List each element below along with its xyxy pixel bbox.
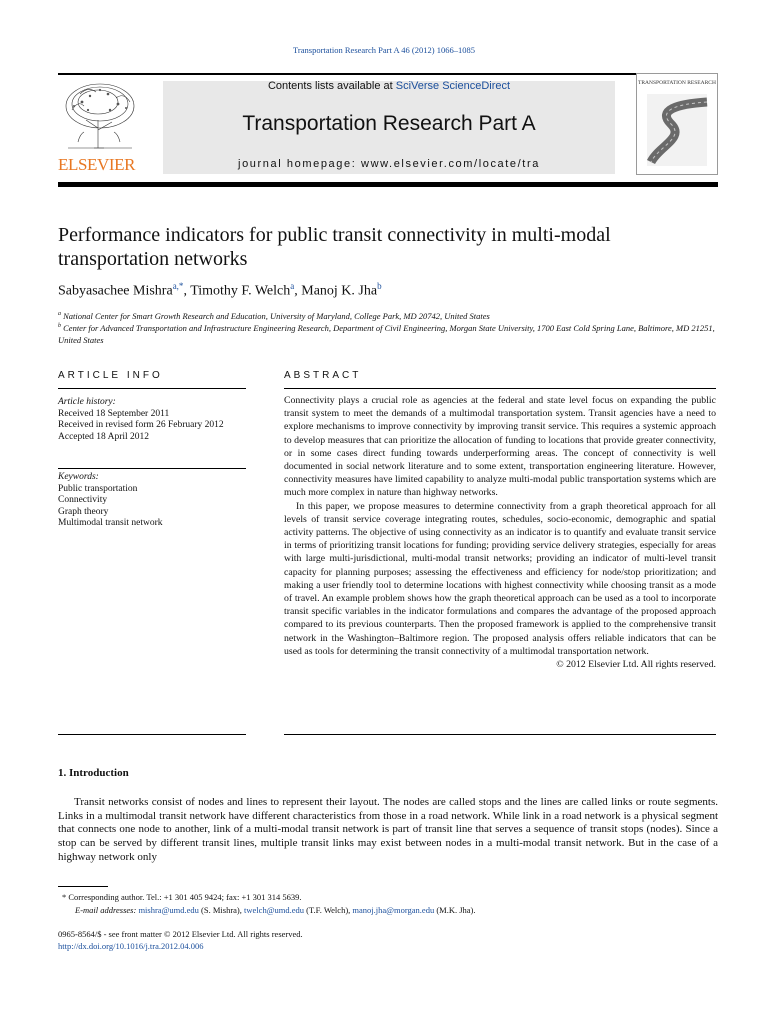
header-rule (58, 73, 718, 75)
contents-prefix: Contents lists available at (267, 80, 396, 92)
divider (284, 734, 716, 735)
email-owner: (M.K. Jha). (434, 905, 476, 915)
history-item: Received in revised form 26 February 2012 (58, 420, 224, 430)
author-name: Manoj K. Jha (301, 283, 378, 299)
contents-line (163, 80, 615, 92)
divider (58, 468, 246, 469)
keyword: Graph theory (58, 506, 109, 517)
keyword: Public transportation (58, 483, 138, 494)
issn-line: 0965-8564/$ - see front matter © 2012 Elsevier Ltd. All rights reserved. (58, 929, 303, 939)
author-list (58, 281, 382, 300)
keywords (58, 472, 246, 530)
email-owner: (T.F. Welch), (304, 905, 353, 915)
cover-title: TRANSPORTATION RESEARCH (638, 80, 716, 86)
intro-body (58, 796, 718, 865)
publisher-wordmark: ELSEVIER (58, 155, 136, 174)
author-separator: , (183, 283, 191, 299)
journal-citation[interactable]: Transportation Research Part A 46 (2012) 1066–1085 (293, 45, 475, 55)
journal-title: Transportation Research Part A (242, 112, 536, 135)
author-name: Timothy F. Welch (190, 283, 291, 299)
history-item: Received 18 September 2011 (58, 408, 170, 419)
email-link[interactable]: twelch@umd.edu (244, 905, 305, 915)
header-thick-rule (58, 182, 718, 187)
abstract-paragraph: In this paper, we propose measures to determine connectivity from a graph theoretical approach for all levels of transit service coverage integrating routes, schedules, socio-economic, demographic and spatial activity patterns. The objective of using connectivity as an indicator is to quantify and evaluate transit service in terms of prioritizing transit locations for funding; providing service delivery strategies, especially for areas with large multi-jurisdictional, multi-modal transit networks; providing an indicator of multi-level transit capacity for planning purposes; assessing the effectiveness and efficiency for node/stop prioritization; and making a user friendly tool to determine locations with highest connectivity while choosing transit as a mode of travel. An example problem shows how the graph theoretical approach can be used as a tool to incorporate transit specific variables in the indicator formulations and compares the advantage of the proposed approach compared to its previous counterparts. Then the proposed framework is applied to the comprehensive transit network in the Washington–Baltimore region. The proposed analysis offers reliable indicators that can be used as tools for determining the transit connectivity of a multimodal transportation network. (284, 500, 716, 657)
section-heading: 1. Introduction (58, 767, 129, 779)
author-separator: , (294, 283, 302, 299)
email-link[interactable]: mishra@umd.edu (138, 905, 199, 915)
affiliation-text: National Center for Smart Growth Research and Education, University of Maryland, College Park, MD 20742, United States (63, 310, 490, 321)
divider (58, 734, 246, 735)
email-addresses (75, 904, 476, 916)
article-info-heading: ARTICLE INFO (58, 370, 163, 381)
abstract-body (284, 394, 716, 671)
affiliation-mark: b (58, 323, 61, 329)
author-affiliation-mark[interactable]: b (377, 281, 382, 291)
copyright-notice: © 2012 Elsevier Ltd. All rights reserved. (556, 659, 716, 671)
corresponding-author-note: * Corresponding author. Tel.: +1 301 405 9424; fax: +1 301 314 5639. (62, 892, 302, 902)
author-affiliation-mark[interactable]: a,* (172, 281, 184, 291)
email-owner: (S. Mishra), (198, 905, 245, 915)
keyword: Connectivity (58, 495, 108, 505)
article-history (58, 397, 246, 443)
affiliation-mark: a (58, 311, 61, 317)
intro-paragraph: Transit networks consist of nodes and lines to represent their layout. The nodes are called stops and the lines are called links or route segments. Links in a multimodal transit network have different characteristics from those in a road network. While link in a road network is a physical segment that connects one node to another, link of a multi-modal transit network is part of transit line that serves a sequence of transit stops (nodes). Since a stop can be served by different transit lines, multiple transit links may exist between nodes in a multi-modal transit network. But in the case of a highway network only (58, 796, 718, 863)
journal-homepage[interactable]: journal homepage: www.elsevier.com/locate/tra (238, 158, 540, 170)
sciencedirect-link[interactable]: SciVerse ScienceDirect (395, 80, 511, 92)
email-link[interactable]: manoj.jha@morgan.edu (352, 905, 435, 915)
author-name: Sabyasachee Mishra (58, 283, 173, 299)
divider (284, 388, 716, 389)
journal-cover (636, 73, 718, 175)
footnote-rule (58, 886, 108, 887)
road-graphic-icon (637, 90, 717, 172)
author-affiliation-mark[interactable]: a (290, 281, 295, 291)
keyword: Multimodal transit network (58, 518, 163, 528)
affiliation (58, 320, 718, 346)
divider (58, 388, 246, 389)
email-label: E-mail addresses: (75, 905, 137, 915)
keywords-label: Keywords: (58, 472, 99, 482)
article-title: Performance indicators for public transit connectivity in multi-modal transportation networks (58, 224, 611, 270)
abstract-heading: ABSTRACT (284, 370, 362, 381)
history-item: Accepted 18 April 2012 (58, 431, 150, 442)
elsevier-tree-logo-icon (58, 80, 142, 156)
doi-link[interactable]: http://dx.doi.org/10.1016/j.tra.2012.04.006 (58, 941, 204, 951)
history-label: Article history: (58, 397, 116, 407)
abstract-paragraph: Connectivity plays a crucial role as agencies at the federal and state level focus on expanding the public transit system to meet the demands of a multimodal transportation system. Transit agencies have a need to explore mechanisms to improve connectivity by improving transit service. This requires a systemic approach to develop measures that can prioritize the allocation of funding to locations that provide greater connectivity, or in some cases direct funding towards underperforming areas. The concept of connectivity is well documented in social network literature and to some extent, transportation engineering literature. However, connectivity measures have limited capability to analyze multi-modal public transportation systems which are much more complex in nature than highway networks. (284, 395, 716, 499)
affiliation-text: Center for Advanced Transportation and Infrastructure Engineering Research, Department of Civil Engineering, Morgan State University, 1700 East Cold Spring Lane, Baltimore, MD 21251, United States (58, 322, 715, 345)
